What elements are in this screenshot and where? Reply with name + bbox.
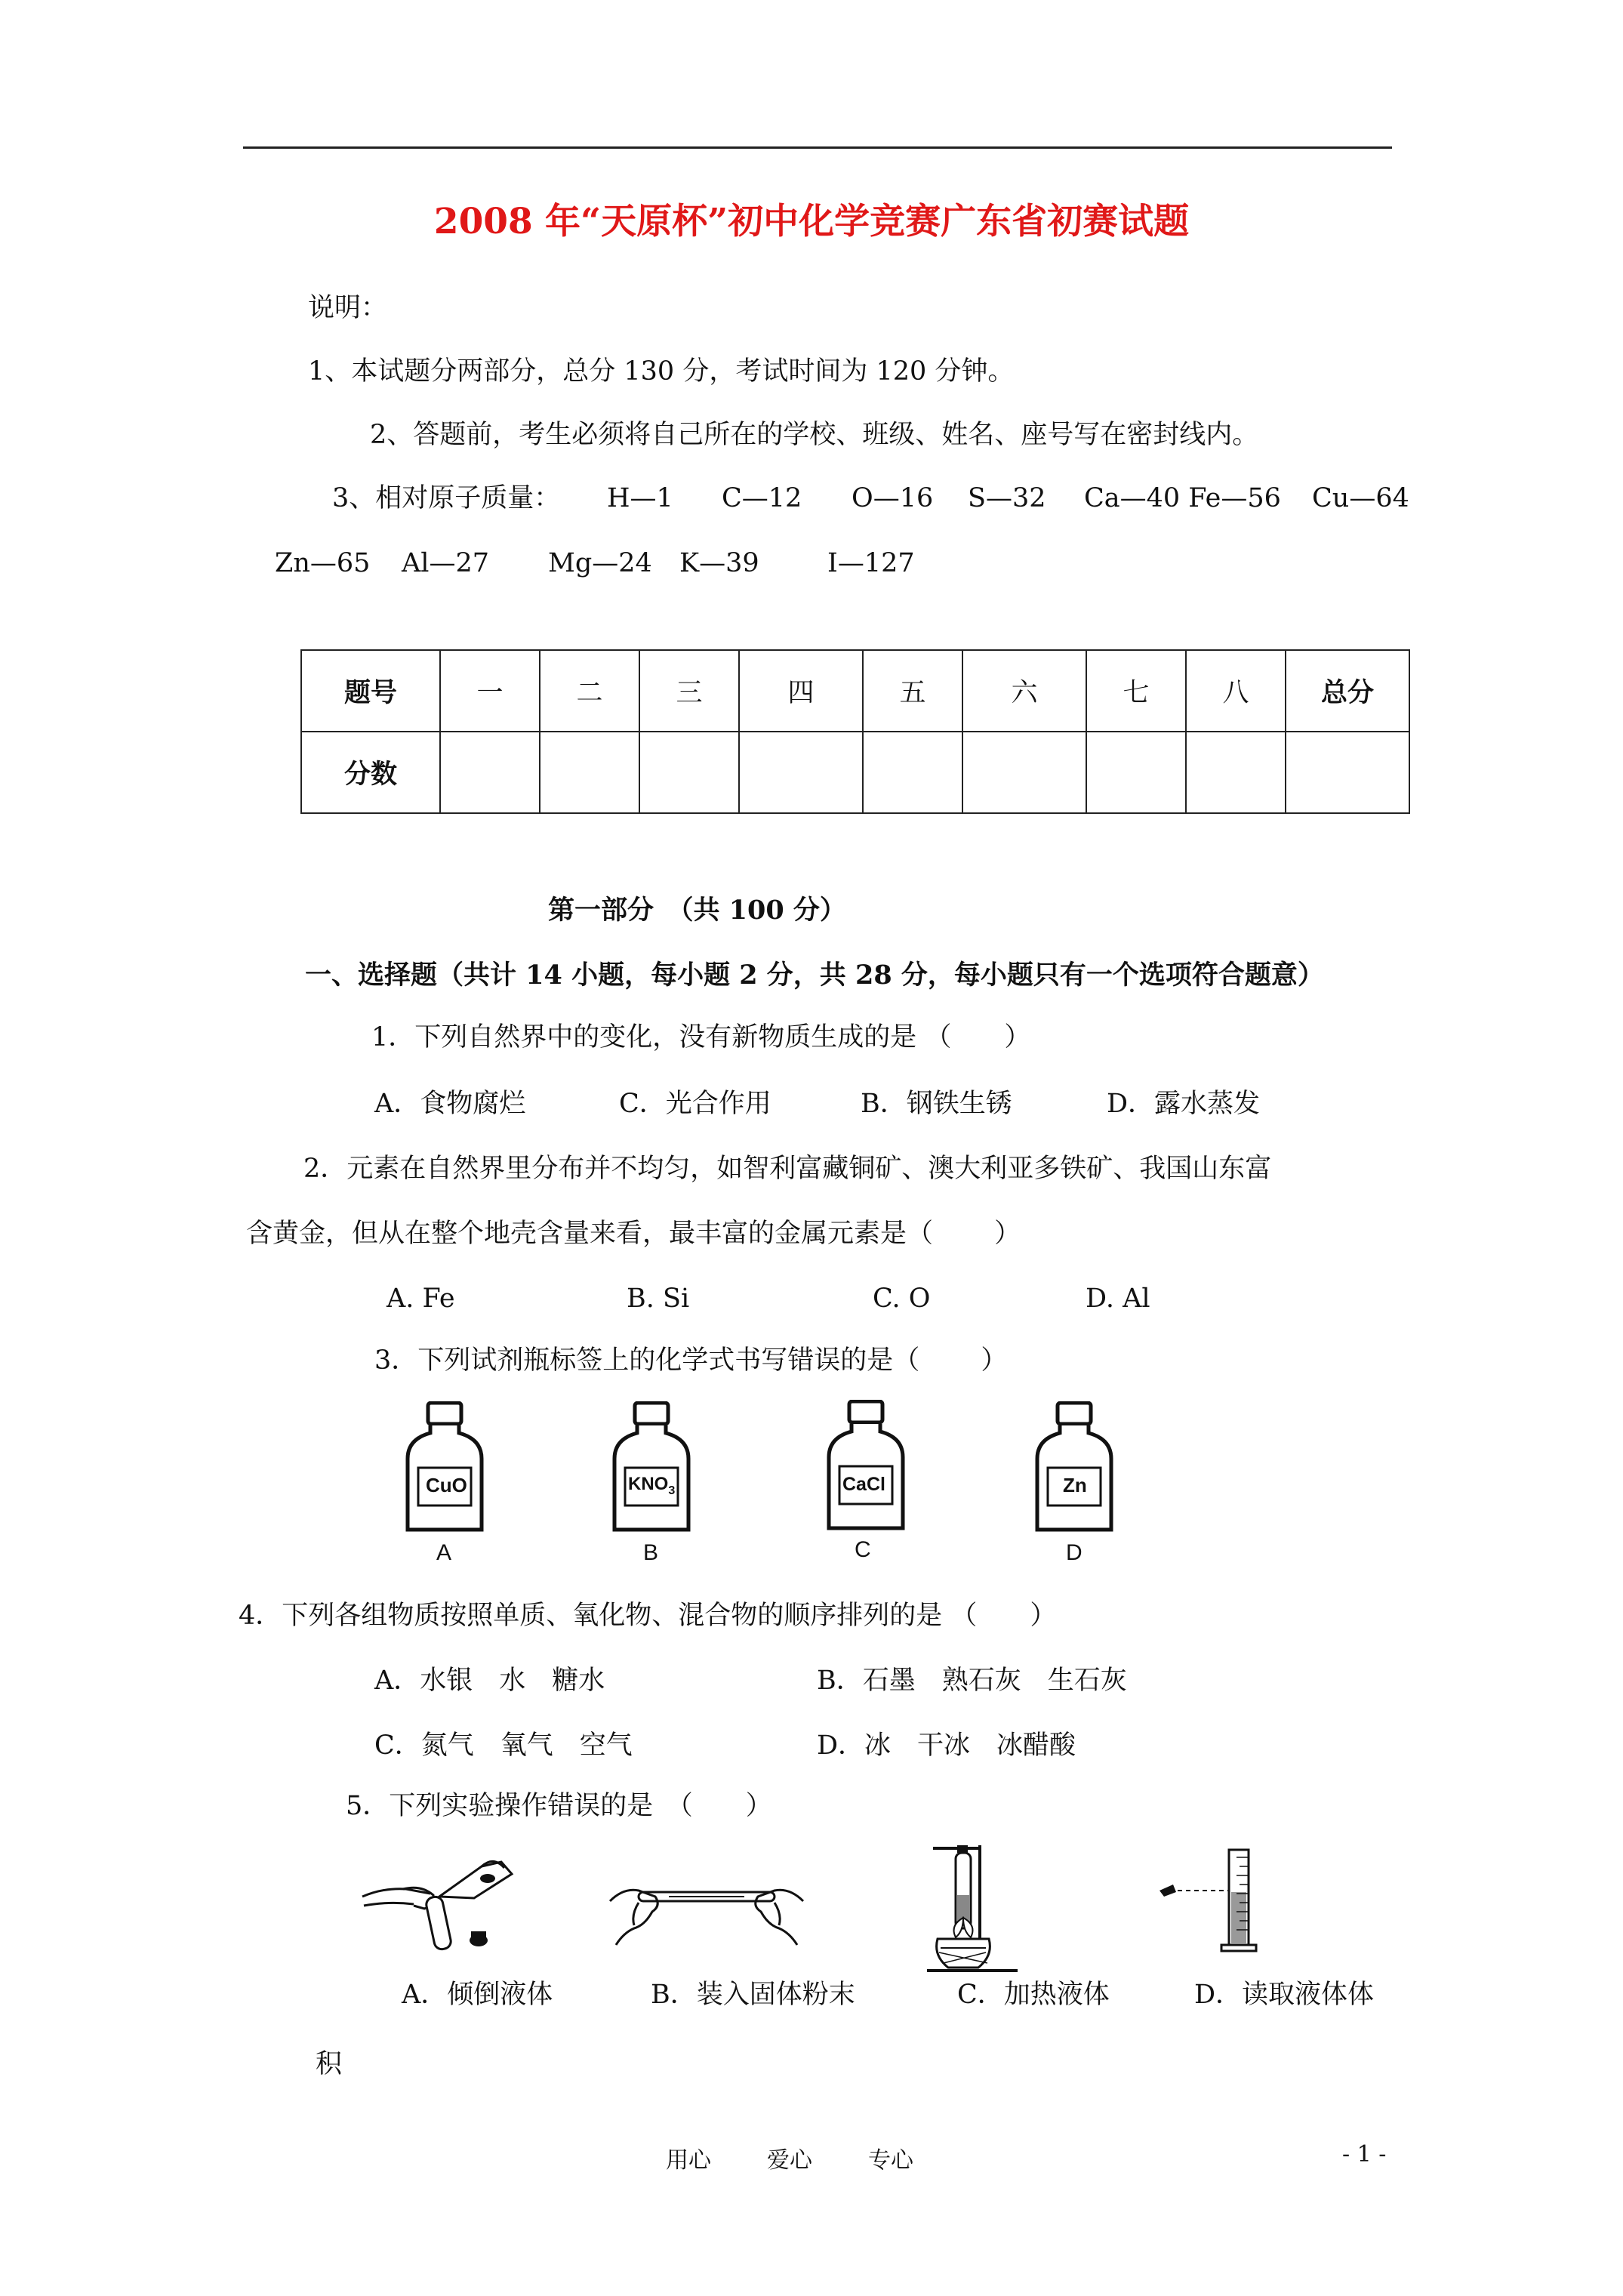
q2-option-a: A. Fe	[387, 1284, 455, 1314]
heating-liquid-figure	[927, 1842, 1033, 1978]
q3-letter-b: B	[643, 1540, 659, 1565]
q4-option-b: B．石墨 熟石灰 生石灰	[817, 1666, 1127, 1696]
atomic-mass-k: K—39	[679, 548, 759, 578]
q5-option-c: C．加热液体	[957, 1980, 1110, 2010]
reagent-bottle-d	[1034, 1401, 1114, 1552]
score-cell[interactable]	[739, 732, 863, 813]
instruction-line-1: 1、本试题分两部分，总分 130 分，考试时间为 120 分钟。	[308, 356, 1015, 387]
atomic-mass-i: I—127	[827, 548, 915, 578]
atomic-mass-h: H—1	[607, 483, 673, 513]
table-col-2: 二	[540, 650, 639, 732]
footer-motto-2: 爱心	[767, 2147, 812, 2174]
q4-stem: 4．下列各组物质按照单质、氧化物、混合物的顺序排列的是 （ ）	[239, 1601, 1057, 1631]
atomic-mass-mg: Mg—24	[548, 548, 652, 578]
section1-heading: 一、选择题（共计 14 小题，每小题 2 分，共 28 分，每小题只有一个选项符合题意）	[305, 960, 1324, 991]
q3-stem: 3．下列试剂瓶标签上的化学式书写错误的是（ ）	[374, 1345, 1008, 1376]
reading-volume-figure	[1156, 1847, 1262, 1960]
table-col-3: 三	[639, 650, 739, 732]
q1-option-c: C．光合作用	[619, 1089, 771, 1119]
atomic-mass-al: Al—27	[402, 548, 490, 578]
score-cell[interactable]	[863, 732, 962, 813]
q2-stem-line-1: 2．元素在自然界里分布并不均匀，如智利富藏铜矿、澳大利亚多铁矿、我国山东富	[303, 1154, 1272, 1184]
q4-option-d: D．冰 干冰 冰醋酸	[817, 1730, 1076, 1761]
atomic-mass-o: O—16	[852, 483, 934, 513]
q1-option-b: B．钢铁生锈	[861, 1089, 1012, 1119]
pouring-liquid-figure	[361, 1851, 519, 1957]
table-col-7: 七	[1086, 650, 1186, 732]
header-rule	[243, 146, 1392, 149]
q2-option-c: C. O	[873, 1284, 931, 1314]
footer-motto-3: 专心	[868, 2147, 913, 2174]
score-cell[interactable]	[1086, 732, 1186, 813]
atomic-mass-c: C—12	[722, 483, 802, 513]
bottle-d-label: Zn	[1063, 1474, 1087, 1496]
loading-powder-figure	[608, 1872, 805, 1963]
q5-option-a: A．倾倒液体	[402, 1980, 553, 2010]
reagent-bottle-c	[826, 1400, 906, 1551]
part1-heading: 第一部分 （共 100 分）	[548, 895, 846, 926]
table-col-1: 一	[440, 650, 540, 732]
q4-option-a: A．水银 水 糖水	[374, 1666, 605, 1696]
score-table-score-row	[301, 732, 1409, 813]
score-table	[300, 649, 1410, 814]
q2-option-d: D. Al	[1086, 1284, 1150, 1314]
table-header-question-no: 题号	[301, 650, 440, 732]
atomic-mass-s: S—32	[968, 483, 1046, 513]
q3-letter-d: D	[1066, 1540, 1083, 1565]
table-header-score: 分数	[301, 732, 440, 813]
table-col-5: 五	[863, 650, 962, 732]
page-number: - 1 -	[1342, 2141, 1387, 2168]
bottle-a-label: CuO	[426, 1474, 467, 1496]
reagent-bottle-a	[405, 1401, 485, 1552]
q2-option-b: B. Si	[627, 1284, 690, 1314]
atomic-mass-cu: Cu—64	[1312, 483, 1409, 513]
score-table-header-row	[301, 650, 1409, 732]
table-col-6: 六	[962, 650, 1086, 732]
table-col-total: 总分	[1286, 650, 1409, 732]
instructions-heading: 说明：	[308, 293, 388, 323]
score-cell[interactable]	[639, 732, 739, 813]
table-col-8: 八	[1186, 650, 1286, 732]
bottle-b-label: $KNO_3$	[628, 1474, 676, 1497]
q5-option-d-continued: 积	[316, 2049, 343, 2079]
q2-stem-line-2: 含黄金，但从在整个地壳含量来看，最丰富的金属元素是（ ）	[246, 1219, 1021, 1249]
q1-option-d: D．露水蒸发	[1107, 1089, 1261, 1119]
atomic-mass-zn: Zn—65	[275, 548, 371, 578]
q5-stem: 5．下列实验操作错误的是 （ ）	[346, 1791, 772, 1821]
table-col-4: 四	[739, 650, 863, 732]
score-cell[interactable]	[1286, 732, 1409, 813]
q1-stem: 1．下列自然界中的变化，没有新物质生成的是 （ ）	[371, 1022, 1031, 1052]
score-cell[interactable]	[440, 732, 540, 813]
q3-letter-a: A	[436, 1540, 452, 1565]
q1-option-a: A．食物腐烂	[374, 1089, 526, 1119]
instruction-line-2: 2、答题前，考生必须将自己所在的学校、班级、姓名、座号写在密封线内。	[370, 420, 1259, 450]
q5-option-d: D．读取液体体	[1194, 1980, 1375, 2010]
atomic-mass-label: 3、相对原子质量：	[332, 483, 561, 513]
atomic-mass-ca-fe: Ca—40 Fe—56	[1084, 483, 1281, 513]
score-cell[interactable]	[540, 732, 639, 813]
bottle-c-label: CaCl	[842, 1474, 885, 1495]
score-cell[interactable]	[962, 732, 1086, 813]
reagent-bottle-b	[611, 1401, 691, 1552]
q5-option-b: B．装入固体粉末	[651, 1980, 855, 2010]
q3-letter-c: C	[855, 1537, 871, 1562]
q4-option-c: C．氮气 氧气 空气	[374, 1730, 633, 1761]
footer-motto-1: 用心	[666, 2147, 711, 2174]
page-title: 2008 年“天原杯”初中化学竞赛广东省初赛试题	[433, 201, 1190, 242]
score-cell[interactable]	[1186, 732, 1286, 813]
